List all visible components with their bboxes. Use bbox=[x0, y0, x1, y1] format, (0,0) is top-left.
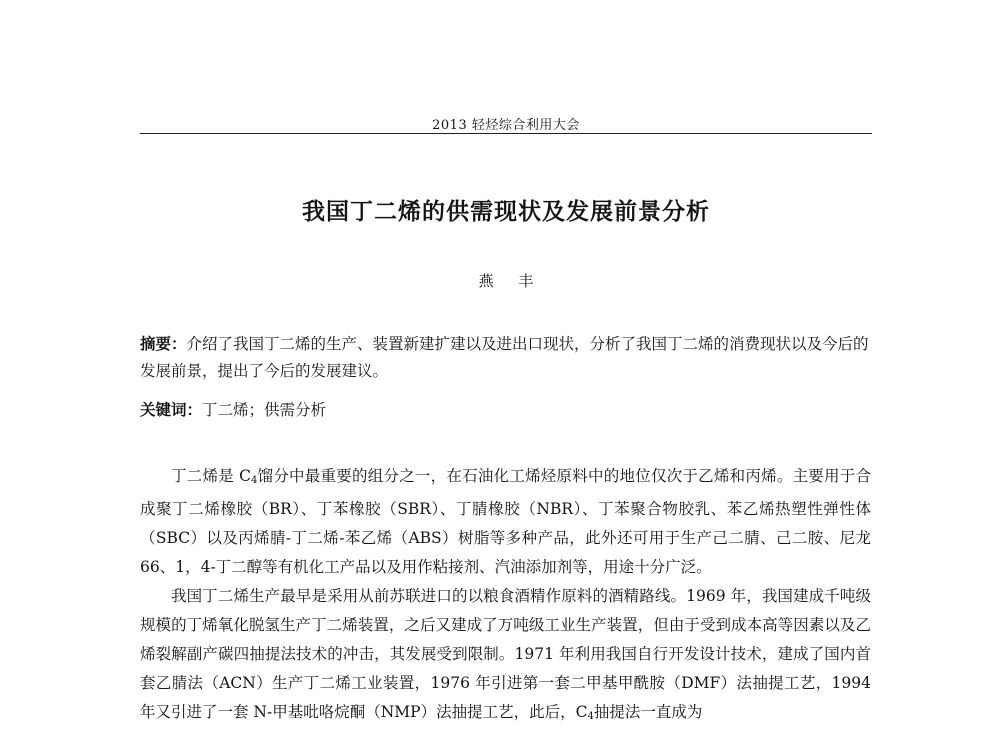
paragraph-1-part-2: 馏分中最重要的组分之一，在石油化工烯烃原料中的地位仅次于乙烯和丙烯。主要用于合成聚丁二烯橡胶（BR）、丁苯橡胶（SBR）、丁腈橡胶（NBR）、丁苯聚合物胶乳、苯乙烯热塑性弹性体（SBC）以及丙烯腈-丁二烯-苯乙烯（ABS）树脂等多种产品，此外还可用于生产己二腈、己二胺、尼龙 66、1，4-丁二醇等有机化工产品以及用作粘接剂、汽油添加剂等，用途十分广泛。 bbox=[140, 467, 871, 576]
paragraph-2-part-1: 我国丁二烯生产最早是采用从前苏联进口的以粮食酒精作原料的酒精路线。1969 年，我国建成千吨级规模的丁烯氧化脱氢生产丁二烯装置，之后又建成了万吨级工业生产装置，但由于受到成本高等因素以及乙烯裂解副产碳四抽提法技术的冲击，其发展受到限制。1971 年利用我国自行开发设计技术，建成了国内首套乙腈法（ACN）生产丁二烯工业装置，1976 年引进第一套二甲基甲酰胺（DMF）法抽提工艺，1994 年又引进了一套 N-甲基吡咯烷酮（NMP）法抽提工艺，此后，C bbox=[140, 587, 871, 721]
keywords-text: 丁二烯；供需分析 bbox=[202, 401, 327, 419]
abstract bbox=[140, 331, 870, 385]
body-text bbox=[140, 462, 871, 731]
abstract-label: 摘要： bbox=[140, 335, 187, 353]
article-title: 我国丁二烯的供需现状及发展前景分析 bbox=[302, 199, 710, 225]
paragraph-1 bbox=[140, 462, 871, 582]
article-author: 燕 丰 bbox=[478, 272, 544, 290]
paragraph-2 bbox=[140, 582, 871, 731]
paragraph-2-part-2: 抽提法一直成为 bbox=[593, 703, 703, 721]
keywords bbox=[140, 397, 870, 424]
paragraph-2-subscript: 4 bbox=[587, 711, 594, 722]
keywords-label: 关键词： bbox=[140, 401, 203, 419]
paragraph-1-subscript: 4 bbox=[250, 475, 258, 486]
running-header: 2013 轻烃综合利用大会 bbox=[432, 118, 580, 133]
paragraph-1-part-1: 丁二烯是 C bbox=[171, 467, 251, 485]
header-rule bbox=[140, 133, 872, 134]
abstract-text: 介绍了我国丁二烯的生产、装置新建扩建以及进出口现状，分析了我国丁二烯的消费现状以及今后的发展前景，提出了今后的发展建议。 bbox=[140, 335, 869, 380]
